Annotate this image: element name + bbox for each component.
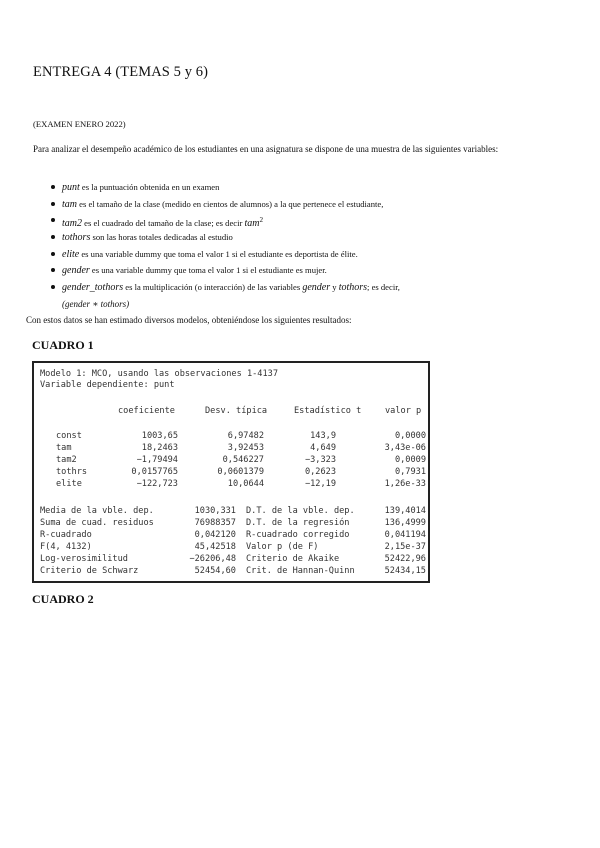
stat-value: 1030,331 bbox=[194, 506, 236, 516]
var-name: tam bbox=[62, 198, 77, 210]
var-name: gender bbox=[62, 265, 90, 277]
var-name: tothors bbox=[62, 232, 91, 244]
var-desc: es la puntuación obtenida en un examen bbox=[79, 182, 220, 192]
var-name: tam2 bbox=[62, 218, 82, 230]
stat-label: Log-verosimilitud bbox=[40, 554, 128, 564]
list-item bbox=[50, 279, 570, 296]
row-coef: −1,79494 bbox=[136, 455, 178, 465]
list-item bbox=[50, 179, 570, 196]
row-p: 1,26e-33 bbox=[384, 479, 426, 489]
header-t: Estadístico t bbox=[294, 406, 362, 416]
row-se: 6,97482 bbox=[227, 431, 264, 441]
var-desc: es el cuadrado del tamaño de la clase; es decir bbox=[82, 218, 245, 229]
list-item bbox=[50, 262, 570, 279]
list-item bbox=[50, 212, 570, 229]
row-p: 0,0009 bbox=[394, 455, 426, 465]
var-desc: es una variable dummy que toma el valor 1 si el estudiante es mujer. bbox=[89, 265, 327, 276]
model-line: Modelo 1: MCO, usando las observaciones 1-4137 bbox=[40, 369, 278, 379]
stat-value: 52434,15 bbox=[384, 566, 426, 576]
page-title: ENTREGA 4 (TEMAS 5 y 6) bbox=[33, 64, 209, 80]
row-name: const bbox=[56, 431, 82, 441]
stat-value: 45,42518 bbox=[194, 542, 236, 552]
var-desc: es la multiplicación (o interacción) de las variables bbox=[123, 282, 303, 293]
var-ref: tothors bbox=[338, 282, 368, 294]
superscript: 2 bbox=[259, 216, 264, 225]
row-name: elite bbox=[56, 479, 82, 489]
stat-value: 52454,60 bbox=[194, 566, 236, 576]
conclusion-text: Con estos datos se han estimado diversos modelos, obteniéndose los siguientes resultados: bbox=[26, 315, 352, 325]
var-name: punt bbox=[62, 182, 80, 193]
row-se: 10,0644 bbox=[227, 479, 264, 489]
stat-value: 0,041194 bbox=[384, 530, 426, 540]
header-p: valor p bbox=[385, 406, 422, 416]
row-name: tothrs bbox=[56, 467, 88, 477]
row-se: 0,546227 bbox=[222, 455, 264, 465]
stat-value: 52422,96 bbox=[384, 554, 426, 564]
var-desc: es el tamaño de la clase (medido en cientos de alumnos) a la que pertenece el estudiante, bbox=[77, 198, 384, 209]
row-name: tam2 bbox=[56, 455, 77, 465]
cuadro-1-heading: CUADRO 1 bbox=[32, 338, 94, 352]
stat-label: Media de la vble. dep. bbox=[40, 506, 154, 516]
stat-label: D.T. de la vble. dep. bbox=[246, 506, 355, 516]
stat-label: Criterio de Schwarz bbox=[40, 566, 139, 576]
row-p: 3,43e-06 bbox=[384, 443, 426, 453]
list-item bbox=[50, 229, 570, 246]
var-desc: es una variable dummy que toma el valor 1 si el estudiante es deportista de élite. bbox=[79, 248, 358, 259]
var-ref: gender bbox=[302, 282, 331, 294]
row-se: 3,92453 bbox=[227, 443, 264, 453]
list-item bbox=[50, 246, 570, 263]
header-coef: coeficiente bbox=[118, 406, 175, 416]
row-coef: −122,723 bbox=[136, 479, 178, 489]
stat-label: D.T. de la regresión bbox=[246, 518, 350, 528]
dependent-var-line: Variable dependiente: punt bbox=[40, 380, 175, 390]
row-t: 143,9 bbox=[310, 431, 336, 441]
row-t: 4,649 bbox=[310, 443, 336, 453]
var-formula: (gender ∗ tothors) bbox=[62, 298, 130, 309]
var-tail: tam bbox=[244, 218, 260, 230]
row-t: 0,2623 bbox=[304, 467, 336, 477]
intro-paragraph: Para analizar el desempeño académico de los estudiantes en una asignatura se dispone de una muestra de las siguientes variables: bbox=[33, 144, 499, 154]
row-name: tam bbox=[56, 443, 72, 453]
row-p: 0,7931 bbox=[394, 467, 426, 477]
row-coef: 18,2463 bbox=[141, 443, 178, 453]
stat-label: Crit. de Hannan-Quinn bbox=[246, 566, 355, 576]
stat-value: 0,042120 bbox=[194, 530, 236, 540]
variables-list bbox=[50, 179, 570, 313]
stat-value: 76988357 bbox=[194, 518, 236, 528]
stat-label: R-cuadrado bbox=[40, 530, 92, 540]
stat-value: 2,15e-37 bbox=[384, 542, 426, 552]
var-end: ; es decir, bbox=[367, 282, 400, 293]
row-coef: 1003,65 bbox=[141, 431, 178, 441]
list-item-continuation bbox=[50, 296, 570, 313]
exam-label: (EXAMEN ENERO 2022) bbox=[33, 119, 126, 129]
var-desc: son las horas totales dedicadas al estudio bbox=[90, 232, 233, 243]
row-t: −3,323 bbox=[304, 455, 336, 465]
regression-output bbox=[32, 361, 430, 583]
row-p: 0,0000 bbox=[394, 431, 426, 441]
list-item bbox=[50, 196, 570, 213]
stat-label: R-cuadrado corregido bbox=[246, 530, 350, 540]
var-conj: y bbox=[330, 282, 339, 293]
stat-value: 139,4014 bbox=[384, 506, 426, 516]
cuadro-2-heading: CUADRO 2 bbox=[32, 592, 94, 606]
row-coef: 0,0157765 bbox=[131, 467, 178, 477]
row-t: −12,19 bbox=[304, 479, 336, 489]
stat-label: Suma de cuad. residuos bbox=[40, 518, 154, 528]
header-se: Desv. típica bbox=[205, 406, 268, 416]
stat-label: Valor p (de F) bbox=[246, 542, 319, 552]
row-se: 0,0601379 bbox=[217, 467, 264, 477]
var-name: elite bbox=[62, 248, 80, 260]
stat-value: 136,4999 bbox=[384, 518, 426, 528]
stat-value: −26206,48 bbox=[189, 554, 236, 564]
stat-label: Criterio de Akaike bbox=[246, 554, 340, 564]
var-name: gender_tothors bbox=[62, 282, 124, 294]
stat-label: F(4, 4132) bbox=[40, 542, 92, 552]
